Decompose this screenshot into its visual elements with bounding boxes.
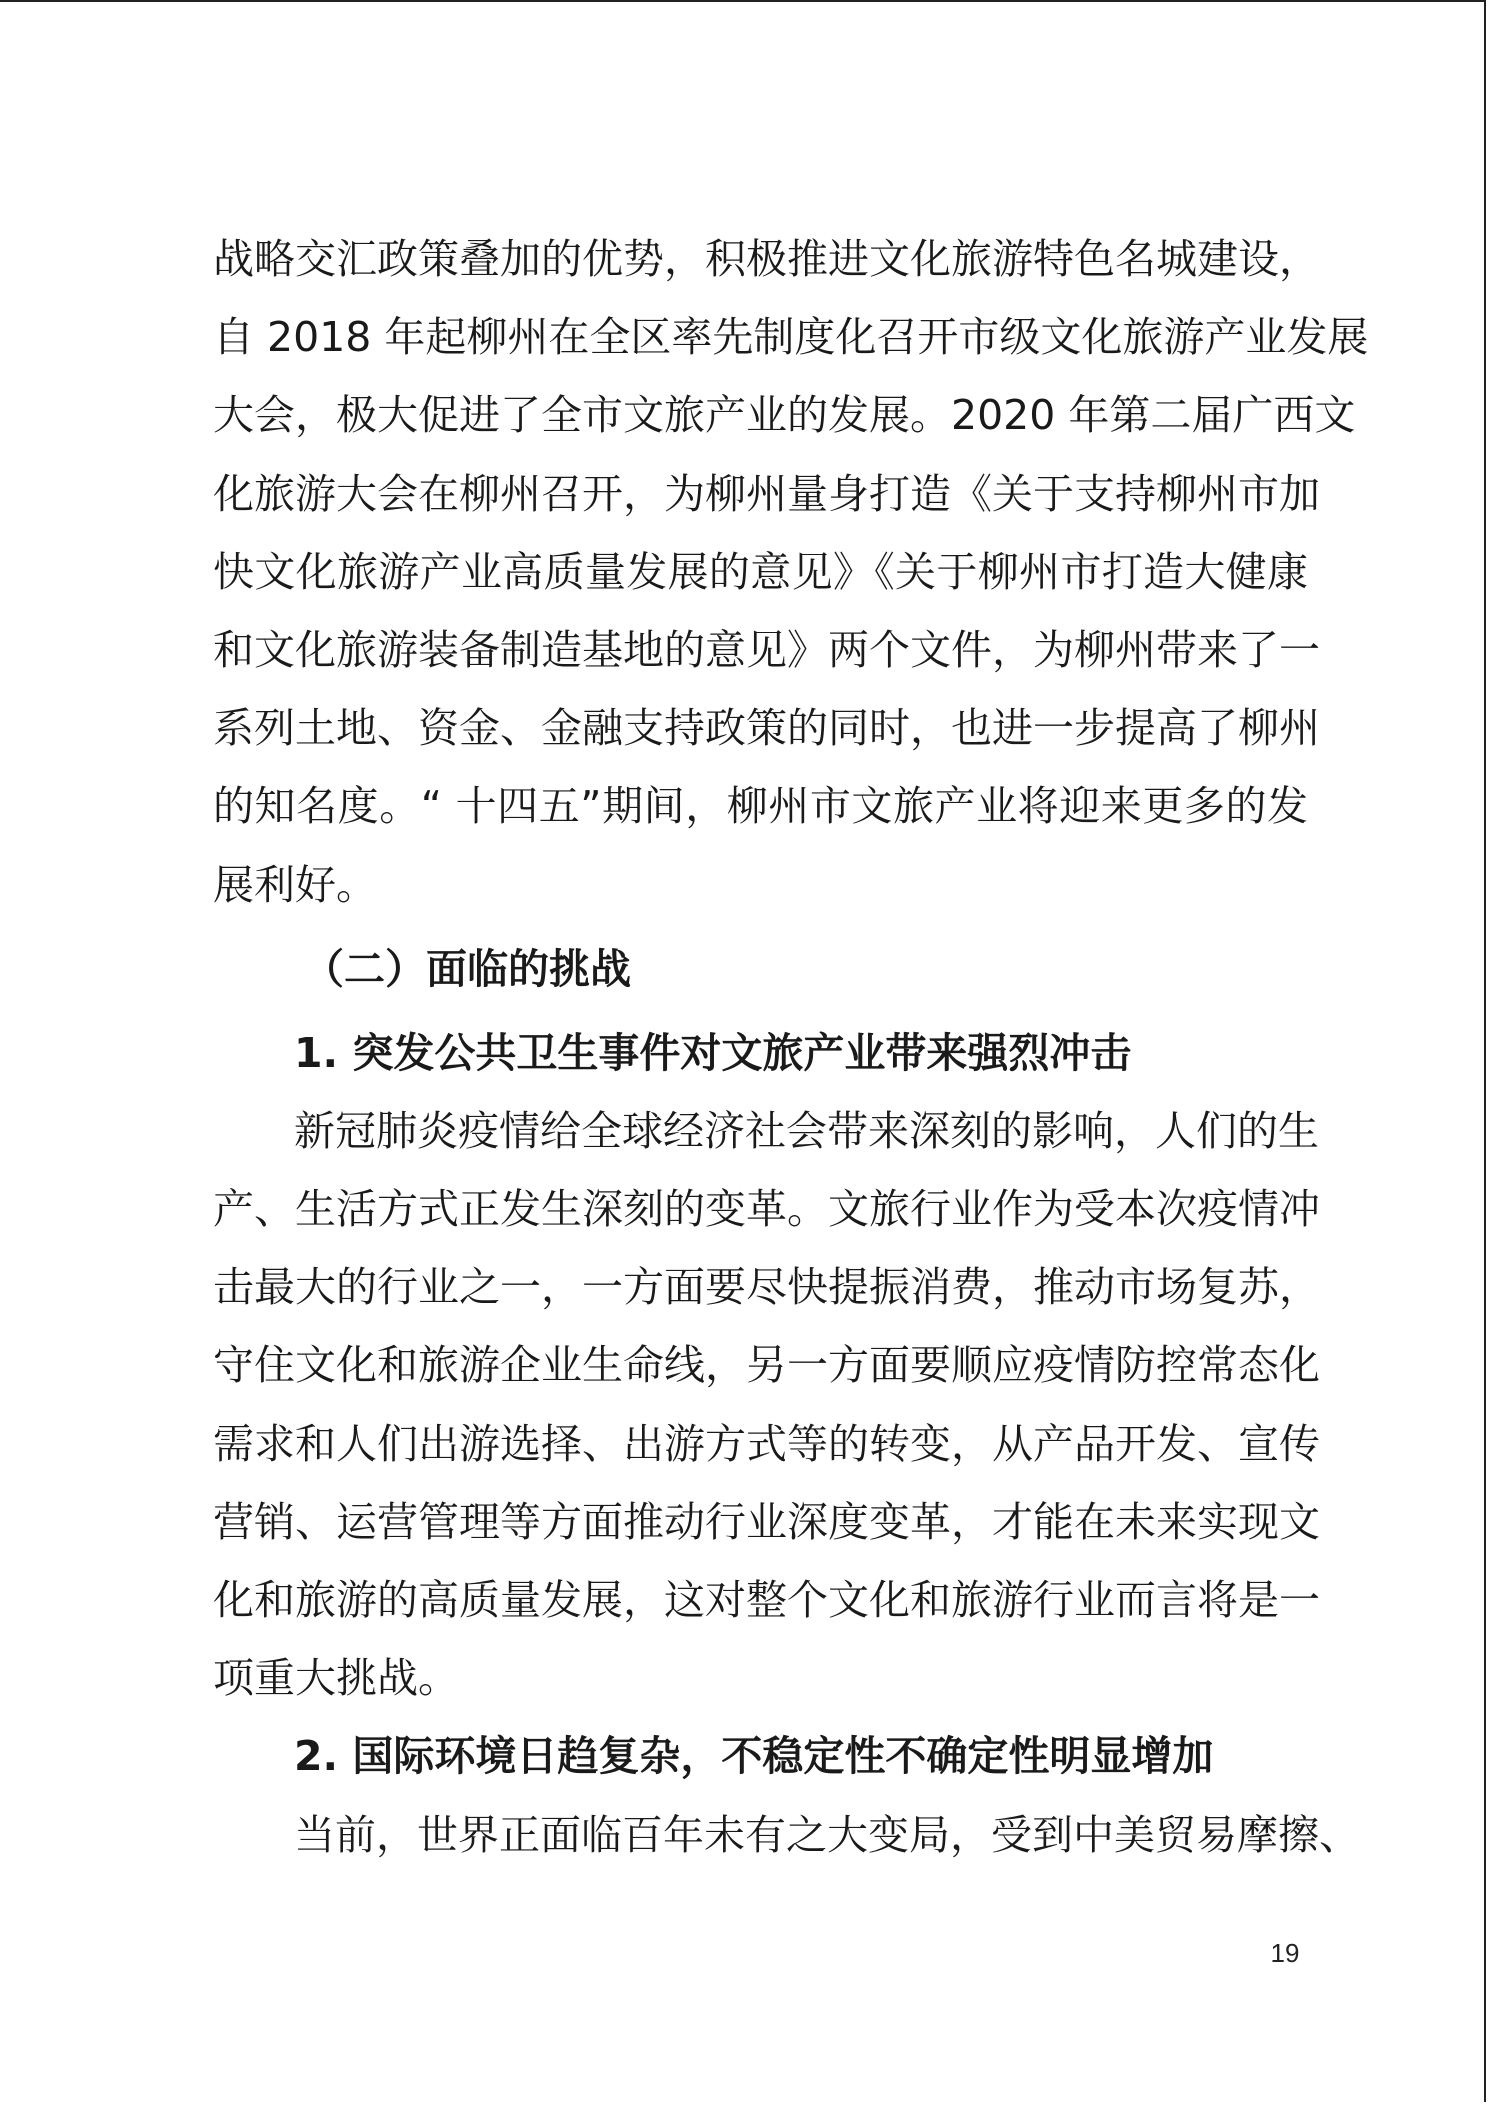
text-line: 化和旅游的高质量发展，这对整个文化和旅游行业而言将是一 (213, 1576, 1320, 1624)
text-line: 产、生活方式正发生深刻的变革。文旅行业作为受本次疫情冲 (213, 1185, 1320, 1234)
text-line: 快文化旅游产业高质量发展的意见》《关于柳州市打造大健康 (213, 547, 1308, 596)
text-line: 展利好。 (213, 860, 377, 909)
paragraph (213, 220, 1369, 924)
text-line: 的知名度。“ 十四五”期间，柳州市文旅产业将迎来更多的发 (213, 782, 1308, 831)
subheading: 1. 突发公共卫生事件对文旅产业带来强烈冲击 (294, 1028, 1132, 1077)
text-line: 守住文化和旅游企业生命线，另一方面要顺应疫情防控常态化 (213, 1341, 1320, 1390)
paragraph (213, 1092, 1320, 1718)
text-line: 营销、运营管理等方面推动行业深度变革，才能在未来实现文 (213, 1497, 1320, 1546)
text-line: 需求和人们出游选择、出游方式等的转变，从产品开发、宣传 (213, 1419, 1320, 1468)
text-line: 系列土地、资金、金融支持政策的同时，也进一步提高了柳州 (213, 704, 1320, 753)
text-line: 项重大挑战。 (213, 1654, 459, 1703)
page-number: 19 (1270, 1938, 1300, 1968)
text-line: 战略交汇政策叠加的优势，积极推进文化旅游特色名城建设， (213, 235, 1320, 283)
subheading: 2. 国际环境日趋复杂，不稳定性不确定性明显增加 (294, 1732, 1214, 1781)
paragraph (213, 1796, 1360, 1874)
text-line: 和文化旅游装备制造基地的意见》两个文件，为柳州带来了一 (213, 625, 1320, 674)
text-line: 化旅游大会在柳州召开，为柳州量身打造《关于支持柳州市加 (213, 469, 1320, 518)
text-line: 新冠肺炎疫情给全球经济社会带来深刻的影响，人们的生 (294, 1106, 1319, 1155)
section-heading: （二）面临的挑战 (303, 944, 631, 993)
document-body (213, 220, 1369, 1874)
text-line: 自 2018 年起柳州在全区率先制度化召开市级文化旅游产业发展 (213, 313, 1369, 362)
text-line: 当前，世界正面临百年未有之大变局，受到中美贸易摩擦、 (294, 1810, 1360, 1859)
text-line: 击最大的行业之一，一方面要尽快提振消费，推动市场复苏， (213, 1263, 1320, 1312)
text-line: 大会，极大促进了全市文旅产业的发展。2020 年第二届广西文 (213, 391, 1356, 440)
